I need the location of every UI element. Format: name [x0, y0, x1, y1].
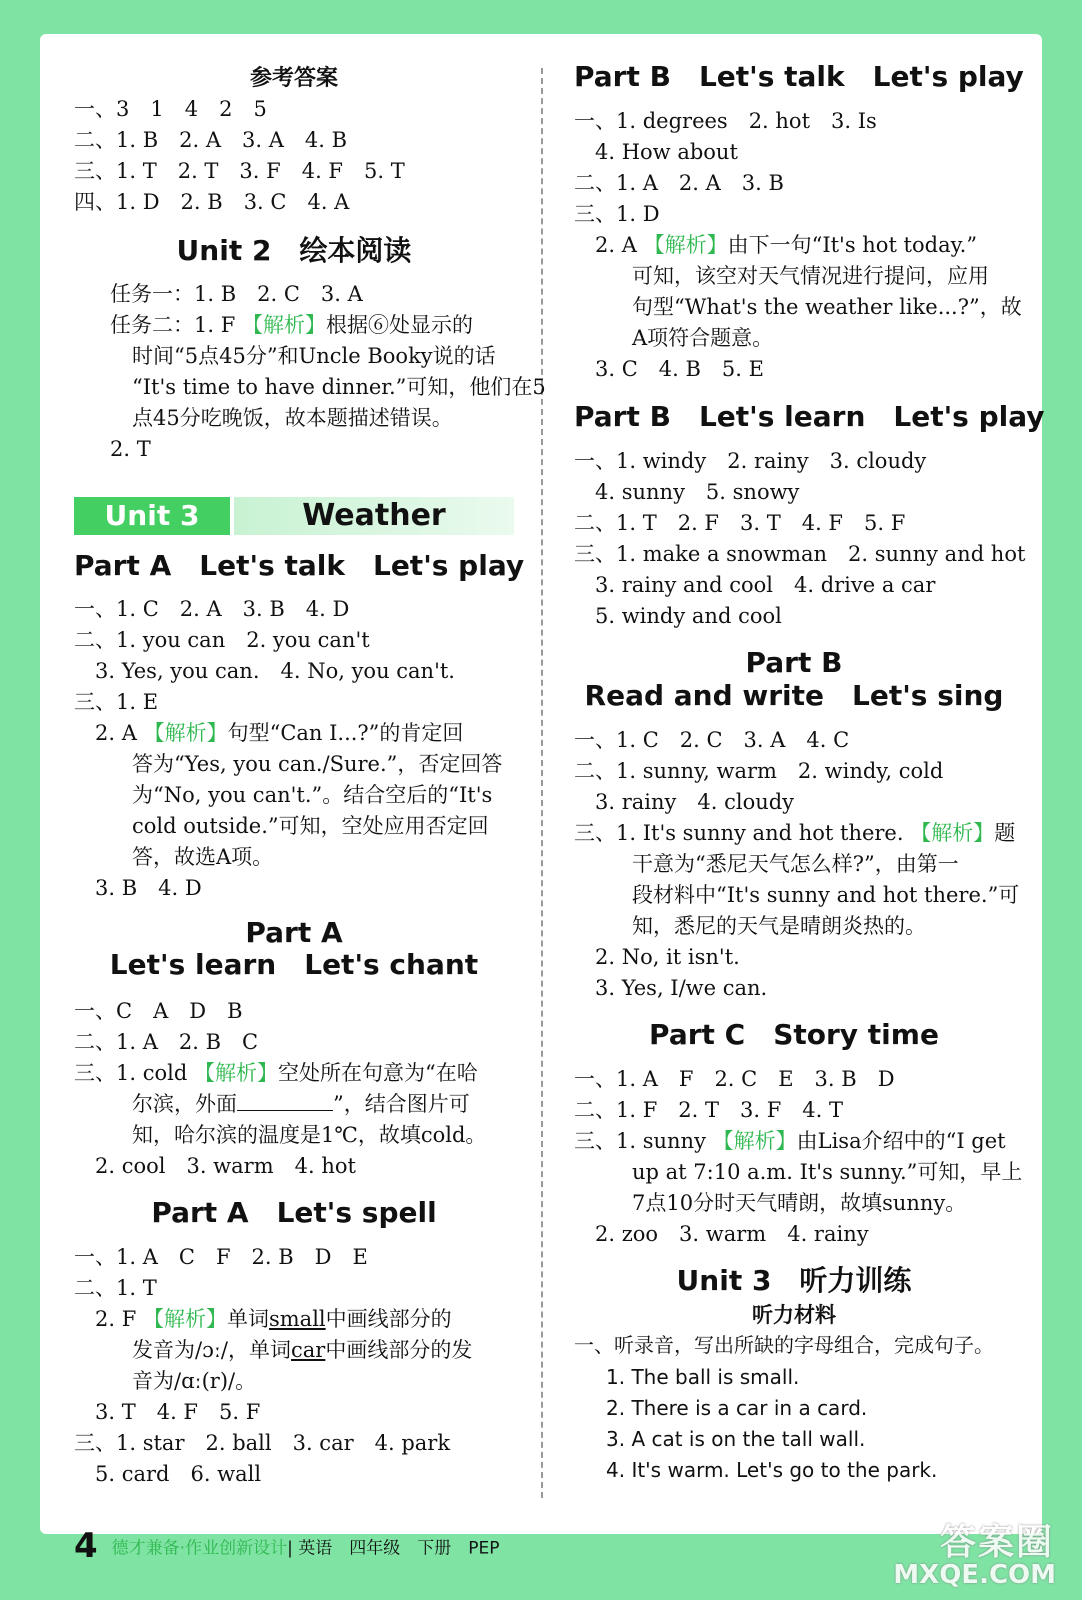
answer-line: 3. rainy 4. cloudy [574, 790, 795, 814]
analysis-label: 【解析】 [142, 1307, 227, 1331]
answer-line: 2. No, it isn't. [574, 945, 740, 969]
analysis-text: up at 7:10 a.m. It's sunny.”可知，早上 [632, 1160, 1023, 1184]
answer-line: 三、1. make a snowman 2. sunny and hot [574, 542, 1026, 566]
answer-line: 一、3 1 4 2 5 [74, 97, 267, 121]
answer-line: 二、1. T 2. F 3. T 4. F 5. F [574, 511, 906, 535]
answer-line: 任务一：1. B 2. C 3. A [110, 282, 363, 306]
analysis-text: 可知，该空对天气情况进行提问，应用 [632, 264, 989, 288]
listening-instruction: 一、听录音，写出所缺的字母组合，完成句子。 [574, 1333, 994, 1357]
analysis-text: A项符合题意。 [632, 326, 774, 350]
listening-item: 3. A cat is on the tall wall. [606, 1427, 866, 1451]
analysis-text: 7点10分时天气晴朗，故填sunny。 [632, 1191, 967, 1215]
answer-line: 3. T 4. F 5. F [74, 1400, 261, 1424]
answer-line: 二、1. A 2. A 3. B [574, 171, 784, 195]
answer-line: 二、1. you can 2. you can't [74, 628, 370, 652]
section-heading: Part A Let's spell [151, 1196, 437, 1229]
answer-line: 三、1. sunny 【解析】由Lisa介绍中的“I get [574, 1129, 1006, 1153]
watermark-url: MXQE.COM [893, 1560, 1056, 1590]
answer-line: 三、1. T 2. T 3. F 4. F 5. T [74, 159, 405, 183]
page-footer [74, 1526, 499, 1566]
analysis-text: 为“No, you can't.”。结合空后的“It's [132, 783, 493, 807]
analysis-text: 时间“5点45分”和Uncle Booky说的话 [132, 344, 496, 368]
watermark-text: 答案圈 [939, 1522, 1054, 1563]
section-heading: Part B Let's learn Let's play [574, 400, 1045, 433]
unit-tag: Unit 3 [74, 497, 230, 535]
listening-item: 1. The ball is small. [606, 1365, 800, 1389]
analysis-text: 段材料中“It's sunny and hot there.”可 [632, 883, 1020, 907]
unit-name: Weather [234, 497, 514, 535]
section-heading: Part C Story time [649, 1018, 939, 1051]
answer-line: 一、1. C 2. A 3. B 4. D [74, 597, 350, 621]
answer-line: 3. Yes, I/we can. [574, 976, 768, 1000]
answer-line: 一、C A D B [74, 999, 243, 1023]
answer-line: 一、1. A C F 2. B D E [74, 1245, 368, 1269]
answer-line: 2. cool 3. warm 4. hot [74, 1154, 356, 1178]
answer-line: 2. A 【解析】由下一句“It's hot today.” [574, 233, 978, 257]
answer-line: 3. C 4. B 5. E [574, 357, 764, 381]
analysis-text: 干意为“悉尼天气怎么样?”，由第一 [632, 852, 959, 876]
watermark [890, 1514, 1060, 1596]
answer-line: 二、1. B 2. A 3. A 4. B [74, 128, 348, 152]
section-heading: Part A Let's talk Let's play [74, 549, 525, 582]
answer-blank [237, 1092, 333, 1111]
answer-line: 三、1. D [574, 202, 660, 226]
answer-line: 4. How about [574, 140, 738, 164]
analysis-text: 音为/ɑː(r)/。 [132, 1369, 257, 1393]
analysis-text: 发音为/ɔː/，单词car中画线部分的发 [132, 1338, 473, 1362]
answer-line: 四、1. D 2. B 3. C 4. A [74, 190, 350, 214]
page-number: 4 [74, 1526, 98, 1566]
analysis-text: cold outside.”可知，空处应用否定回 [132, 814, 489, 838]
listening-item: 2. There is a car in a card. [606, 1396, 868, 1420]
answer-line: 一、1. degrees 2. hot 3. Is [574, 109, 877, 133]
analysis-text: 答，故选A项。 [132, 845, 274, 869]
analysis-label: 【解析】 [193, 1061, 278, 1085]
section-heading: Part B [745, 646, 843, 679]
section-heading-listening: Unit 3 听力训练 [676, 1264, 912, 1297]
analysis-label: 【解析】 [910, 821, 995, 845]
analysis-text: “It's time to have dinner.”可知，他们在5 [132, 375, 546, 399]
column-divider [541, 68, 543, 1498]
analysis-label: 【解析】 [643, 233, 728, 257]
answer-line: 二、1. A 2. B C [74, 1030, 259, 1054]
answer-line: 一、1. A F 2. C E 3. B D [574, 1067, 895, 1091]
section-heading: Part A [245, 916, 343, 949]
answer-line: 二、1. sunny, warm 2. windy, cold [574, 759, 944, 783]
answer-line: 3. Yes, you can. 4. No, you can't. [74, 659, 455, 683]
answer-line: 2. F 【解析】单词small中画线部分的 [74, 1307, 452, 1331]
answer-line: 2. zoo 3. warm 4. rainy [574, 1222, 869, 1246]
analysis-text: 知，哈尔滨的温度是1℃，故填cold。 [132, 1123, 487, 1147]
analysis-label: 【解析】 [241, 313, 326, 337]
answer-line: 三、1. E [74, 690, 159, 714]
answer-line: 任务二：1. F 【解析】根据⑥处显示的 [110, 313, 473, 337]
answer-line: 二、1. T [74, 1276, 157, 1300]
answer-line: 2. A 【解析】句型“Can I...?”的肯定回 [74, 721, 464, 745]
answer-line: 3. rainy and cool 4. drive a car [574, 573, 936, 597]
answer-line: 4. sunny 5. snowy [574, 480, 800, 504]
section-heading-unit2: Unit 2 绘本阅读 [176, 234, 412, 267]
answer-page [40, 34, 1045, 1534]
listening-item: 4. It's warm. Let's go to the park. [606, 1458, 938, 1482]
brand-name: 德才兼备·作业创新设计 [111, 1538, 288, 1559]
analysis-label: 【解析】 [143, 721, 228, 745]
answer-line: 5. windy and cool [574, 604, 782, 628]
section-heading: Let's learn Let's chant [109, 948, 479, 981]
answer-line: 二、1. F 2. T 3. F 4. T [574, 1098, 844, 1122]
analysis-text: 尔滨，外面 ”，结合图片可 [132, 1092, 470, 1116]
sub-heading: 听力材料 [752, 1303, 836, 1327]
analysis-text: 知，悉尼的天气是晴朗炎热的。 [632, 914, 926, 938]
unit-banner [74, 497, 514, 535]
section-heading: Read and write Let's sing [584, 679, 1004, 712]
answer-line: 一、1. windy 2. rainy 3. cloudy [574, 449, 927, 473]
answer-line: 2. T [110, 437, 151, 461]
answer-line: 三、1. star 2. ball 3. car 4. park [74, 1431, 451, 1455]
answer-line: 5. card 6. wall [74, 1462, 262, 1486]
answers-title: 参考答案 [249, 66, 338, 91]
book-info: | 英语 四年级 下册 PEP [287, 1538, 500, 1559]
section-heading: Part B Let's talk Let's play [574, 60, 1024, 93]
answer-line: 一、1. C 2. C 3. A 4. C [574, 728, 850, 752]
answer-line: 三、1. It's sunny and hot there. 【解析】题 [574, 821, 1016, 845]
analysis-text: 答为“Yes, you can./Sure.”，否定回答 [132, 752, 503, 776]
analysis-text: 句型“What's the weather like...?”，故 [632, 295, 1022, 319]
analysis-label: 【解析】 [712, 1129, 797, 1153]
answer-line: 三、1. cold 【解析】空处所在句意为“在哈 [74, 1061, 478, 1085]
analysis-text: 点45分吃晚饭，故本题描述错误。 [132, 406, 453, 430]
answer-line: 3. B 4. D [74, 876, 202, 900]
